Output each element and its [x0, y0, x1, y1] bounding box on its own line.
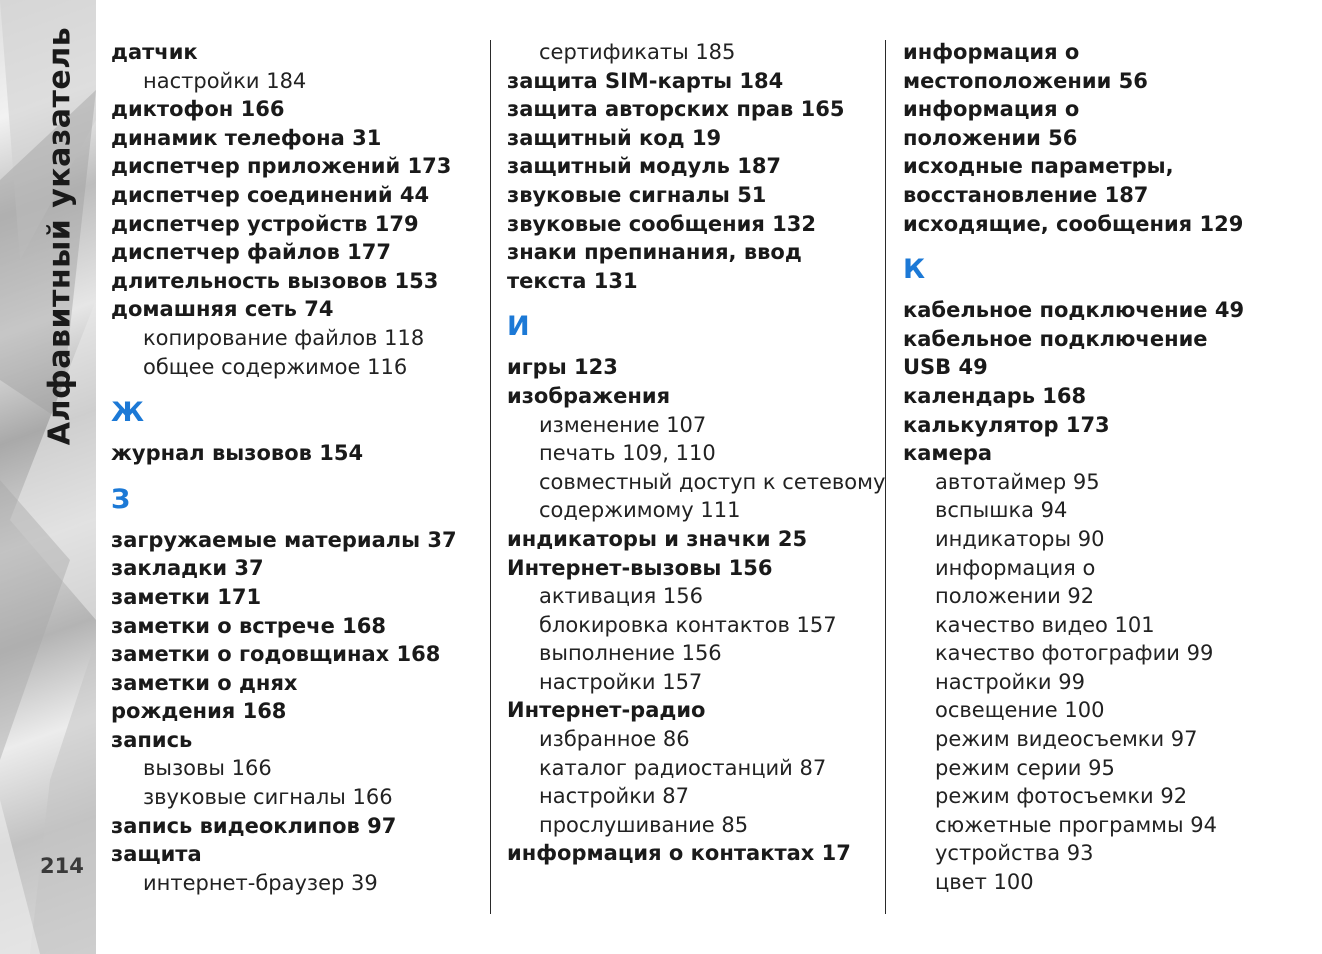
index-entry: местоположении 56: [903, 68, 1148, 93]
index-entry: информация о: [903, 40, 1080, 64]
index-column-2: [507, 38, 886, 868]
index-entry: закладки 37: [111, 556, 264, 581]
index-entry: камера: [903, 441, 993, 466]
index-subentry: совместный доступ к сетевому: [539, 469, 886, 494]
index-entry: игры 123: [507, 355, 618, 380]
index-subentry: настройки 87: [539, 784, 689, 809]
index-entry: восстановление 187: [903, 182, 1149, 207]
index-subentry: каталог радиостанций 87: [539, 755, 827, 780]
index-entry: запись: [111, 727, 193, 752]
index-subentry: автотаймер 95: [935, 469, 1100, 494]
index-subentry: вспышка 94: [935, 498, 1068, 523]
index-title: Алфавитный указатель: [42, 26, 78, 446]
index-entry: исходные параметры,: [903, 154, 1174, 179]
index-entry: кабельное подключение 49: [903, 298, 1245, 323]
index-subentry: активация 156: [539, 584, 704, 609]
index-subentry: блокировка контактов 157: [539, 612, 837, 637]
index-subentry: устройства 93: [935, 841, 1094, 866]
index-subentry: режим серии 95: [935, 755, 1115, 780]
column-divider: [490, 40, 491, 914]
index-subentry: копирование файлов 118: [143, 325, 425, 350]
index-entry: защита SIM-карты 184: [507, 68, 784, 93]
index-entry: защитный код 19: [507, 125, 722, 150]
index-entry: защита: [111, 842, 202, 867]
index-subentry: прослушивание 85: [539, 812, 749, 837]
index-entry: кабельное подключение: [903, 326, 1208, 351]
index-entry: положении 56: [903, 125, 1078, 150]
index-entry: календарь 168: [903, 383, 1087, 408]
index-entry: изображения: [507, 383, 671, 408]
index-entry: звуковые сообщения 132: [507, 211, 816, 236]
index-entry: домашняя сеть 74: [111, 297, 334, 322]
index-entry: информация о контактах 17: [507, 841, 851, 866]
index-subentry: индикаторы 90: [935, 526, 1105, 551]
index-entry: диспетчер устройств 179: [111, 211, 419, 236]
index-subentry: настройки 99: [935, 669, 1085, 694]
index-column-1: [111, 38, 483, 897]
index-entry: защитный модуль 187: [507, 154, 782, 179]
index-subentry: звуковые сигналы 166: [143, 785, 393, 810]
index-subentry: режим фотосъемки 92: [935, 784, 1188, 809]
index-subentry: режим видеосъемки 97: [935, 727, 1198, 752]
index-entry: звуковые сигналы 51: [507, 182, 767, 207]
index-entry: исходящие, сообщения 129: [903, 211, 1244, 236]
index-entry: индикаторы и значки 25: [507, 526, 808, 551]
index-subentry: положении 92: [935, 584, 1095, 609]
section-letter: И: [507, 311, 530, 343]
index-entry: Интернет-вызовы 156: [507, 555, 773, 580]
section-letter: З: [111, 483, 131, 515]
index-subentry: изменение 107: [539, 412, 707, 437]
index-subentry: вызовы 166: [143, 756, 272, 781]
index-entry: диспетчер приложений 173: [111, 154, 452, 179]
index-entry: рождения 168: [111, 699, 287, 724]
index-subentry: интернет-браузер 39: [143, 870, 378, 895]
index-subentry: избранное 86: [539, 727, 690, 752]
index-subentry: настройки 157: [539, 669, 703, 694]
index-subentry: освещение 100: [935, 698, 1105, 723]
index-entry: заметки о встрече 168: [111, 613, 386, 638]
index-entry: информация о: [903, 97, 1080, 122]
index-entry: USB 49: [903, 355, 988, 380]
section-letter: К: [903, 254, 926, 286]
index-entry: длительность вызовов 153: [111, 268, 439, 293]
index-entry: запись видеоклипов 97: [111, 813, 397, 838]
index-subentry: общее содержимое 116: [143, 354, 408, 379]
index-entry: Интернет-радио: [507, 698, 706, 723]
index-entry: датчик: [111, 40, 198, 64]
index-entry: диспетчер соединений 44: [111, 182, 430, 207]
sidebar: [0, 0, 96, 954]
index-entry: текста 131: [507, 268, 638, 293]
index-entry: заметки о годовщинах 168: [111, 642, 441, 667]
index-subentry: выполнение 156: [539, 641, 722, 666]
index-subentry: сертификаты 185: [539, 40, 736, 64]
index-entry: калькулятор 173: [903, 412, 1110, 437]
index-column-3: [903, 38, 1275, 897]
page-number: 214: [40, 854, 84, 878]
index-subentry: качество видео 101: [935, 612, 1155, 637]
index-entry: заметки о днях: [111, 670, 298, 695]
index-entry: динамик телефона 31: [111, 125, 382, 150]
index-entry: заметки 171: [111, 584, 262, 609]
index-subentry: информация о: [935, 555, 1096, 580]
index-subentry: качество фотографии 99: [935, 641, 1214, 666]
index-entry: диспетчер файлов 177: [111, 240, 392, 265]
index-entry: знаки препинания, ввод: [507, 240, 802, 265]
index-subentry: печать 109, 110: [539, 441, 716, 466]
index-subentry: сюжетные программы 94: [935, 812, 1218, 837]
index-subentry: содержимому 111: [539, 498, 741, 523]
index-entry: диктофон 166: [111, 97, 285, 122]
section-letter: Ж: [111, 397, 145, 429]
index-subentry: настройки 184: [143, 68, 307, 93]
index-entry: защита авторских прав 165: [507, 97, 845, 122]
index-entry: журнал вызовов 154: [111, 441, 364, 466]
index-entry: загружаемые материалы 37: [111, 527, 457, 552]
index-subentry: цвет 100: [935, 870, 1034, 895]
